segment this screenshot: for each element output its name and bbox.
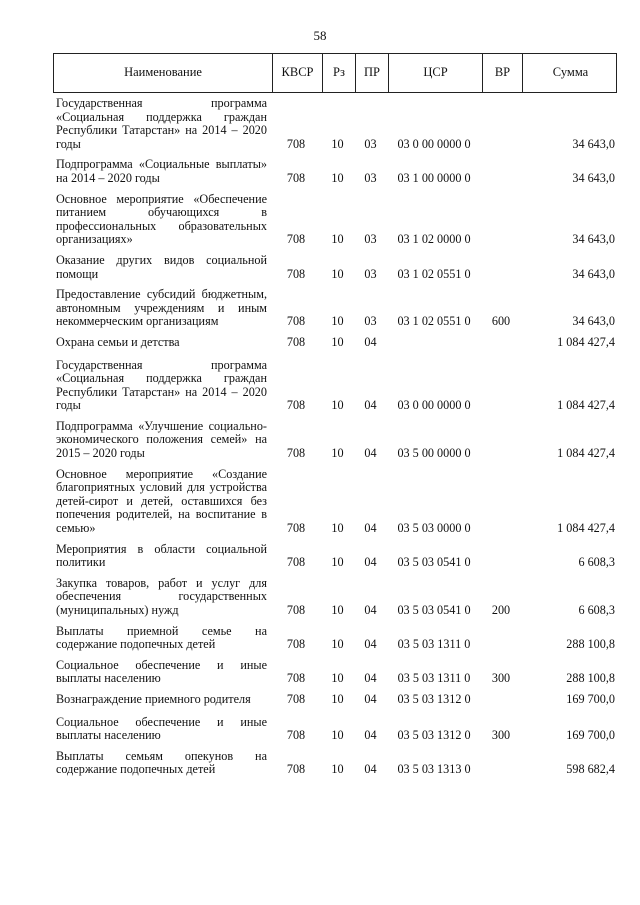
cell-pr: 04 <box>364 671 377 686</box>
cell-pr: 04 <box>364 334 377 349</box>
cell-rz: 10 <box>331 232 344 247</box>
cell-name: Охрана семьи и детства <box>56 334 180 349</box>
cell-name: Закупка товаров, работ и услуг для обеспечения государственных (муниципальных) нужд <box>56 575 267 617</box>
cell-pr: 04 <box>364 728 377 743</box>
cell-rz: 10 <box>331 136 344 151</box>
cell-rz: 10 <box>331 314 344 329</box>
table-header <box>53 53 617 93</box>
cell-sum: 6 608,3 <box>578 555 615 570</box>
cell-sum: 288 100,8 <box>566 671 615 686</box>
header-pr: ПР <box>355 54 388 92</box>
cell-kvsr: 708 <box>286 398 306 413</box>
table-row <box>53 254 617 281</box>
cell-rz: 10 <box>331 691 344 706</box>
cell-sum: 34 643,0 <box>572 266 615 281</box>
table-row <box>53 659 617 686</box>
cell-csr: 03 5 03 0541 0 <box>397 603 471 617</box>
cell-pr: 03 <box>364 232 377 247</box>
table-row <box>53 336 617 350</box>
cell-csr: 03 1 02 0551 0 <box>397 266 471 281</box>
table-row <box>53 543 617 570</box>
cell-csr: 03 5 03 0000 0 <box>397 521 471 536</box>
cell-csr: 03 5 03 1311 0 <box>397 637 471 652</box>
cell-sum: 34 643,0 <box>572 314 615 329</box>
cell-sum: 34 643,0 <box>572 136 615 151</box>
table-row <box>53 716 617 743</box>
table-body <box>53 97 617 777</box>
cell-csr: 03 5 03 0541 0 <box>397 555 471 570</box>
table-row <box>53 577 617 618</box>
budget-table <box>53 53 617 784</box>
cell-pr: 04 <box>364 637 377 652</box>
table-row <box>53 420 617 461</box>
cell-name: Основное мероприятие «Создание благоприятных условий для устройства детей-сирот и детей, оставшихся без попечения родителей, на воспитание в семью» <box>56 466 267 536</box>
cell-kvsr: 708 <box>286 136 306 151</box>
cell-rz: 10 <box>331 637 344 652</box>
cell-name: Вознаграждение приемного родителя <box>56 691 251 706</box>
cell-csr: 03 5 03 1313 0 <box>397 762 471 777</box>
cell-csr: 03 5 03 1311 0 <box>397 671 471 686</box>
header-rz: Рз <box>322 54 355 92</box>
cell-sum: 34 643,0 <box>572 232 615 247</box>
cell-sum: 1 084 427,4 <box>557 334 615 349</box>
cell-csr: 03 5 00 0000 0 <box>397 446 471 461</box>
cell-sum: 598 682,4 <box>566 762 615 777</box>
cell-csr: 03 0 00 0000 0 <box>397 136 471 151</box>
cell-rz: 10 <box>331 446 344 461</box>
cell-name: Социальное обеспечение и иные выплаты населению <box>56 657 267 686</box>
table-row <box>53 97 617 151</box>
table-row <box>53 193 617 247</box>
cell-name: Основное мероприятие «Обеспечение питанием обучающихся в профессиональных образовательных организациях» <box>56 191 267 247</box>
cell-sum: 169 700,0 <box>566 728 615 743</box>
cell-kvsr: 708 <box>286 603 306 617</box>
cell-name: Оказание других видов социальной помощи <box>56 252 267 281</box>
cell-vr: 300 <box>491 728 511 743</box>
cell-rz: 10 <box>331 521 344 536</box>
header-csr: ЦСР <box>388 54 482 92</box>
cell-sum: 6 608,3 <box>578 603 615 617</box>
cell-vr: 300 <box>491 671 511 686</box>
table-row <box>53 693 617 707</box>
cell-pr: 03 <box>364 266 377 281</box>
cell-name: Выплаты семьям опекунов на содержание подопечных детей <box>56 748 267 777</box>
cell-pr: 04 <box>364 555 377 570</box>
cell-rz: 10 <box>331 671 344 686</box>
cell-csr: 03 1 00 0000 0 <box>397 170 471 185</box>
cell-csr: 03 5 03 1312 0 <box>397 728 471 743</box>
cell-rz: 10 <box>331 728 344 743</box>
cell-name: Социальное обеспечение и иные выплаты населению <box>56 714 267 743</box>
cell-name: Предоставление субсидий бюджетным, автономным учреждениям и иным некоммерческим организациям <box>56 287 267 329</box>
cell-csr: 03 0 00 0000 0 <box>397 398 471 413</box>
cell-rz: 10 <box>331 334 344 349</box>
cell-pr: 04 <box>364 762 377 777</box>
cell-kvsr: 708 <box>286 232 306 247</box>
cell-kvsr: 708 <box>286 521 306 536</box>
cell-vr: 600 <box>491 314 511 329</box>
cell-pr: 04 <box>364 446 377 461</box>
cell-rz: 10 <box>331 603 344 617</box>
cell-sum: 1 084 427,4 <box>557 446 615 461</box>
cell-kvsr: 708 <box>286 762 306 777</box>
cell-name: Государственная программа «Социальная поддержка граждан Республики Татарстан» на 2014 – 2020 годы <box>56 96 267 151</box>
header-kvsr: КВСР <box>272 54 322 92</box>
cell-pr: 03 <box>364 170 377 185</box>
cell-vr: 200 <box>491 603 511 617</box>
cell-kvsr: 708 <box>286 266 306 281</box>
cell-pr: 03 <box>364 314 377 329</box>
table-row <box>53 750 617 777</box>
page-number: 58 <box>313 28 327 43</box>
cell-kvsr: 708 <box>286 637 306 652</box>
cell-kvsr: 708 <box>286 555 306 570</box>
cell-csr: 03 5 03 1312 0 <box>397 691 471 706</box>
table-row <box>53 158 617 185</box>
cell-rz: 10 <box>331 762 344 777</box>
cell-kvsr: 708 <box>286 314 306 329</box>
cell-sum: 34 643,0 <box>572 170 615 185</box>
cell-kvsr: 708 <box>286 671 306 686</box>
cell-pr: 03 <box>364 136 377 151</box>
cell-pr: 04 <box>364 691 377 706</box>
cell-pr: 04 <box>364 521 377 536</box>
cell-sum: 288 100,8 <box>566 637 615 652</box>
cell-rz: 10 <box>331 170 344 185</box>
cell-kvsr: 708 <box>286 334 306 349</box>
cell-sum: 1 084 427,4 <box>557 398 615 413</box>
cell-pr: 04 <box>364 398 377 413</box>
cell-name: Государственная программа «Социальная поддержка граждан Республики Татарстан» на 2014 – 2020 годы <box>56 357 267 413</box>
cell-rz: 10 <box>331 398 344 413</box>
cell-kvsr: 708 <box>286 728 306 743</box>
cell-csr: 03 1 02 0551 0 <box>397 314 471 329</box>
cell-name: Подпрограмма «Социальные выплаты» на 2014 – 2020 годы <box>56 157 267 185</box>
table-row <box>53 468 617 536</box>
cell-pr: 04 <box>364 603 377 617</box>
cell-name: Выплаты приемной семье на содержание подопечных детей <box>56 623 267 652</box>
cell-rz: 10 <box>331 555 344 570</box>
table-row <box>53 359 617 413</box>
cell-csr: 03 1 02 0000 0 <box>397 232 471 247</box>
cell-rz: 10 <box>331 266 344 281</box>
cell-kvsr: 708 <box>286 170 306 185</box>
header-vr: ВР <box>482 54 522 92</box>
cell-kvsr: 708 <box>286 446 306 461</box>
header-name: Наименование <box>124 65 202 80</box>
table-row <box>53 625 617 652</box>
header-sum: Сумма <box>522 54 618 92</box>
cell-name: Мероприятия в области социальной политики <box>56 541 267 570</box>
table-row <box>53 288 617 329</box>
cell-sum: 1 084 427,4 <box>557 521 615 536</box>
cell-kvsr: 708 <box>286 691 306 706</box>
cell-name: Подпрограмма «Улучшение социально-экономического положения семей» на 2015 – 2020 годы <box>56 418 267 461</box>
cell-sum: 169 700,0 <box>566 691 615 706</box>
